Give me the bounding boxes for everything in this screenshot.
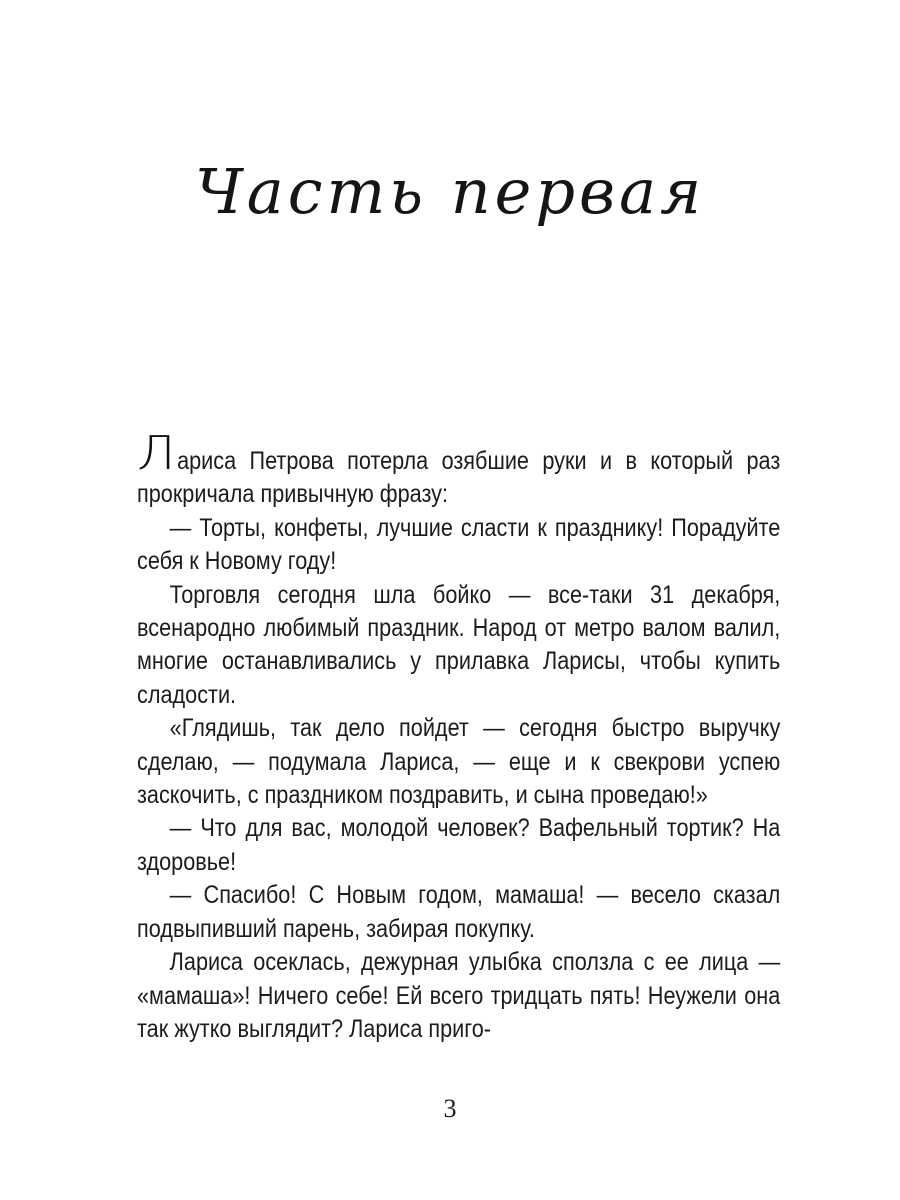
paragraph: — Спасибо! С Новым годом, мамаша! — весело сказал подвыпивший парень, забирая покупку. [137,881,781,943]
part-title: Часть первая [194,154,706,228]
paragraph: Торговля сегодня шла бойко — все-таки 31 декабря, всенародно любимый праздник. Народ от метро валом валил, многие останавливались у прилавка Ларисы, чтобы купить сладости. [137,580,781,709]
paragraph: — Торты, конфеты, лучшие сласти к празднику! Порадуйте себя к Новому году! [137,513,781,576]
paragraph: Лариса осеклась, дежурная улыбка сползла с ее лица — «мамаша»! Ничего себе! Ей всего тридцать пять! Неужели она так жутко выглядит? Лариса приго- [137,948,781,1043]
paragraph: — Что для вас, молодой человек? Вафельный тортик? На здоровье! [137,814,781,876]
paragraph: «Глядишь, так дело пойдет — сегодня быстро выручку сделаю, — подумала Лариса, — еще и к свекрови успею заскочить, с праздником поздравить, и сына проведаю!» [137,714,781,810]
paragraph-text: ариса Петрова потерла озябшие руки и в который раз прокричала привычную фразу: [137,447,781,509]
page-number: 3 [443,1094,457,1123]
body-text [137,426,781,1046]
drop-cap: Л [137,426,176,480]
paragraph [137,426,781,512]
